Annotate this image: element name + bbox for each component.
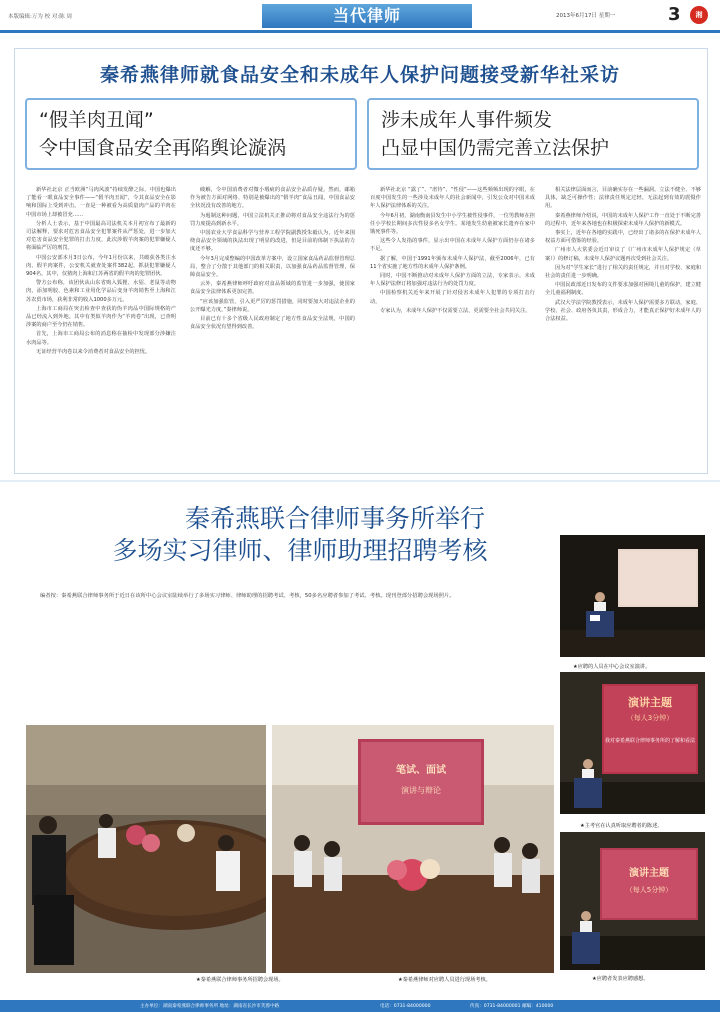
slide-text: 演讲与辩论 [401,786,441,795]
caption: ★主考官在认真听取应聘者的陈述。 [580,823,663,829]
issue-date: 2013年6月17日 星期一 [556,13,616,19]
photo-group-panel-image [272,725,554,973]
paragraph: 秦希燕律师介绍说，中国的未成年人保护工作一直处于不断完善的过程中，近年来各地也在积极探索未成年人保护的新模式。 [545,212,701,227]
article-column-3 [370,186,535,316]
slide-text: （每人5分钟） [625,886,673,894]
paragraph: 云外，秦希燕律师呼吁政府对食品领域的监管进一步加强，使国家食品安全法律体系更加完善。 [190,281,355,296]
paragraph: 专家认为，未成年人保护不仅需要立法，更需要全社会共同关注。 [380,307,531,314]
paragraph: 为遏制这种问题，中国立法机关正推动将对食品安全违法行为的惩罚力度提高到新水平。 [190,212,355,227]
page-number: 3 [668,4,681,25]
subhead-line: 凸显中国仍需完善立法保护 [381,137,610,159]
caption: ★秦希燕联合律师事务所招聘会现场。 [196,977,284,983]
section-divider [0,480,720,482]
headline-line-2: 多场实习律师、律师助理招聘考核 [112,536,488,565]
photo-stage-bottom [560,832,705,970]
photo-group-panel [272,725,554,973]
caption: ★应聘的人员在中心会议室演讲。 [573,664,651,670]
paragraph: 分析人士表示，基于中国最高司法机关本月初宣布了最新的司法解释，要求对危害食品安全犯罪案件从严惩处，进一步加大对危害食品安全犯罪的打击力度，此次涉假羊肉案的犯罪嫌疑人将面临严厉的刑罚。 [26,220,176,252]
paragraph: 这些令人发指的事件，显示出中国在未成年人保护方面仍存在诸多不足。 [370,238,535,253]
paragraph: 广州市人大常委会近日审议了《广州市未成年人保护规定（草案）》的修订稿，未成年人保护议题再次受到社会关注。 [545,247,701,262]
masthead [0,0,720,30]
photo-speaker-stage-image [560,535,705,657]
headline-line-1: 秦希燕联合律师事务所举行 [184,504,485,533]
paragraph: “应该加强监管，引入更严厉的惩罚措施，同时要加大对违法企业的公开曝光力度，”秦律师说。 [190,298,355,313]
paragraph: 无证经营羊肉卷以来令消费者对食品安全的担忧。 [36,348,151,355]
footer [0,995,720,1015]
photo-speaker-stage [560,535,705,657]
subhead-line: 涉未成年人事件频发 [381,109,553,131]
editor-note: 编者按：秦希燕联合律师事务所于近日在该所中心会议室陆续举行了多场实习律师、律师助理的招聘考试、考核，50多名应聘者参加了考试、考核。现刊登部分招聘会现场照片。 [40,593,455,599]
paragraph: 警方公布称，该团伙从山东省购入狐狸、水貂、老鼠等动物肉，添加明胶、色素和工业用化学品后变身羊肉销售至上海和江苏农贸市场，获利非常的收入1000多万元。 [26,280,176,303]
footer-fax: 传真：0731-84000001 邮编：410000 [470,1004,554,1009]
paragraph: 因为对“学生家长”进行了相关的责任规定，并且对学校、家庭和社会的责任进一步明确。 [545,264,701,280]
section-banner [262,4,472,28]
paragraph: 中国检察机关近年来开展了针对侵害未成年人犯罪的专项打击行动。 [370,290,535,305]
paragraph: 新华社北京 正当欧洲“马肉风波”持续发酵之际，中国也爆出了能看一眼食品安全事件——“假羊肉丑闻”，令其食品安全在影响和国际上受到冲击。一直是一种被看为高质量肉产品的羊肉在中国市场上却被冒充…… [26,187,176,218]
paragraph: 今年6月初，湖南衡南县发生中小学生被性侵事件，一位男教师在担任小学校长期间多次性侵多名女学生。某地发生幼童被家长遗弃在家中饿死事件等。 [370,212,535,236]
newspaper-logo: 湘 [690,6,708,24]
article-column-4 [545,186,701,324]
paragraph: 上海市工商局在突击检查中查获的伪羊肉品中国际规格的产品已经流入到外地。其中有类似羊肉作为“羊肉卷”出现，已查明涉案的商户至今仍在销售。 [26,305,176,329]
paragraph: 同时，中国不断推动对未成年人保护方面的立法，专家表示，未成年人保护法修订将加强对违法行为的处罚力度。 [370,273,535,288]
paragraph: 相关法律层面而言，目前确实存在一些漏洞。立法不健全、不够具体，缺乏可操作性；法律责任规定过轻，无法起到有效的震慑作用。 [545,187,701,210]
main-headline: 秦希燕律师就食品安全和未成年人保护问题接受新华社采访 [99,64,620,86]
footer-address: 主办单位：湖南秦希燕联合律师事务所 地址：湖南省长沙市芙蓉中路 [140,1004,280,1009]
paragraph: 首先，上海市工商局公布的消息称在抽检中发现部分涉嫌注水肉品等。 [26,331,176,346]
footer-bar [0,1000,720,1012]
editor-info: 本版编辑:万为 校 对:陈 周 [8,14,72,20]
minor-protection-subhead [367,98,699,170]
paragraph: 事实上，近年在各地的实践中，已经出了诸多的在保护未成年人权益方面可借鉴的经验。 [545,230,701,245]
paragraph: 中国公安部本月3日公布，今年1月份以来，共破获各类注水肉、假羊肉案件，公安机关就查处案件382起，抓获犯罪嫌疑人904名，其中，仅猪肉上海和江苏两省的假羊肉的犯罪团伙。 [26,254,176,278]
masthead-rule [0,30,720,33]
photo-screen-podium [560,672,705,814]
slide-text: （每人3分钟） [626,714,674,722]
caption: ★应聘者发表应聘感想。 [592,976,649,982]
photo-screen-podium-image [560,672,705,814]
paragraph: 新华社北京 “露了”、“虐待”、“性侵”——这些频频出现的字眼，在百度中国发生的一些涉及未成年人的社会新闻中，引发公众对中国未成年人保护法律体系的关注。 [370,187,535,210]
photo-stage-bottom-image [560,832,705,970]
paragraph: 破解，令中国消费者对微小瑕疵的食品安全品质存疑。然而，邮箱作为被告方面对网络、特别是被爆出的“假羊肉”食品丑闻，中国食品安全状况没有改善的地方。 [190,187,355,210]
recruitment-headline [40,503,560,567]
paragraph: 中国农业大学食品科学与营养工程学院副教授朱毅认为，近年来围绕食品安全领域的执法出现了明显的改进，但是目前的体制下执法的力度还不够。 [190,230,355,253]
photo-meeting-room [26,725,266,973]
paragraph: 中国民政部近日发布的文件要求加强对困境儿童的保护，建立健全儿童福利制度。 [545,282,701,297]
paragraph: 今年3月完成整编的中国改革方案中，设立国家食品药品监督管理总局，整合了分散于其他部门的相关职责，以加强食品药品监督管理，保障食品安全。 [190,255,355,279]
photo-meeting-room-image [26,725,266,973]
section-title: 当代律师 [332,6,401,25]
slide-text: 笔试、面试 [396,765,446,776]
paragraph: 据了解，中国于1991年颁布未成年人保护法，截至2006年，已有11个省实施了地方性的未成年人保护条例。 [370,255,535,270]
slide-text: 演讲主题 [628,696,672,709]
food-safety-subhead [25,98,357,170]
paragraph: 目前已有十多个省级人民政府制定了地方性食品安全法规，中国的食品安全状况有望得到改善。 [190,316,355,331]
article-column-2 [190,186,355,332]
slide-text: 演讲主题 [629,868,669,879]
caption: ★秦希燕律师对应聘人员进行现场考核。 [398,977,491,983]
footer-phone: 电话：0731-84000000 [380,1004,431,1009]
subhead-line: 令中国食品安全再陷舆论漩涡 [39,137,287,159]
paragraph: 武汉大学法学院教授表示，未成年人保护需要多方联动，家庭、学校、社会、政府各负其责，形成合力，才能真正保护好未成年人的合法权益。 [545,299,701,323]
article-column-1 [26,186,176,357]
subhead-line: “假羊肉丑闻” [39,109,154,131]
slide-text: 我对秦希燕联合律师事务所的了解和看法 [604,738,696,744]
